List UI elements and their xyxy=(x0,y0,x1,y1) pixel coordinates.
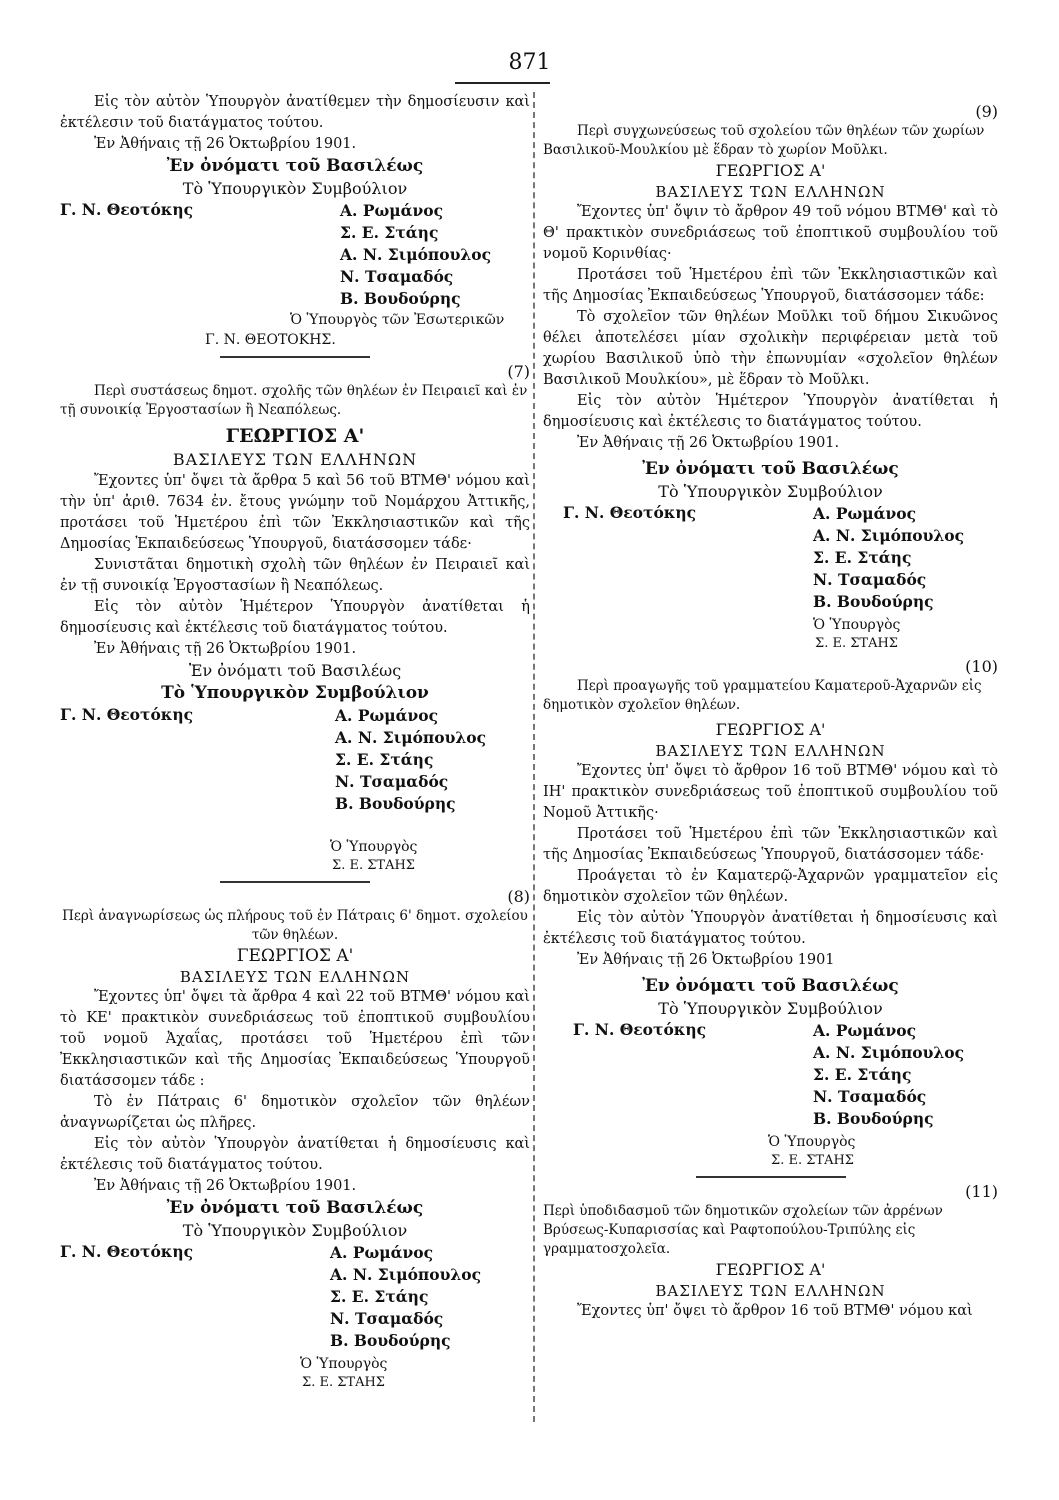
prime-minister: Γ. Ν. Θεοτόκης xyxy=(60,705,194,724)
decree-8 xyxy=(60,887,530,1392)
decree-paragraph: Εἰς τὸν αὐτὸν Ἡμέτερον Ὑπουργὸν ἀνατίθεται ἡ δημοσίευσις καὶ ἐκτέλεσις το διατάγματος τούτου. xyxy=(543,393,998,430)
minister: Σ. Ε. Στάης xyxy=(813,1065,912,1084)
minister: Ν. Τσαμαδός xyxy=(340,267,454,286)
decree-subject: Περὶ ὑποδιδασμοῦ τῶν δημοτικῶν σχολείων τῶν ἀρρένων Βρύσεως-Κυπαρισσίας καὶ Ραφτοπούλου-Τριπύλης εἰς γραμματοσχολεῖα. xyxy=(543,1203,943,1257)
minister-name: Σ. Ε. ΣΤΑΗΣ xyxy=(302,1375,385,1390)
decree-number: (11) xyxy=(965,1182,998,1201)
signatures xyxy=(60,705,530,837)
minister: Α. Ν. Σιμόπουλος xyxy=(813,1043,965,1062)
decree-date: Ἐν Ἀθήναις τῇ 26 Ὀκτωβρίου 1901 xyxy=(577,952,835,968)
decree-6-ending xyxy=(60,92,530,350)
minister: Σ. Ε. Στάης xyxy=(330,1287,429,1306)
name-of-king: Ἐν ὀνόματι τοῦ Βασιλέως xyxy=(166,1198,424,1218)
name-of-king: Ἐν ὀνόματι τοῦ Βασιλέως xyxy=(642,976,899,996)
minister: Α. Ρωμάνος xyxy=(340,201,444,220)
prime-minister: Γ. Ν. Θεοτόκης xyxy=(573,1020,707,1039)
prime-minister: Γ. Ν. Θεοτόκης xyxy=(563,503,697,522)
minister-list xyxy=(330,1242,481,1352)
minister-title: Ὁ Ὑπουργὸς xyxy=(330,839,418,855)
king-name: ΓΕΩΡΓΙΟΣ Α' xyxy=(225,425,365,447)
king-title: ΒΑΣΙΛΕΥΣ ΤΩΝ ΕΛΛΗΝΩΝ xyxy=(179,968,411,986)
signatures xyxy=(60,1242,530,1354)
prime-minister: Γ. Ν. Θεοτόκης xyxy=(60,1242,194,1261)
decree-subject: Περὶ συγχωνεύσεως τοῦ σχολείου τῶν θηλέων τῶν χωρίων Βασιλικοῦ-Μουλκίου μὲ ἕδραν τὸ χωρίον Μοῦλκι. xyxy=(543,123,985,158)
decree-subject: Περὶ ἀναγνωρίσεως ὡς πλήρους τοῦ ἐν Πάτραις 6' δημοτ. σχολείου τῶν θηλέων. xyxy=(62,908,528,943)
minister: Α. Ρωμάνος xyxy=(335,706,439,725)
page-number: 871 xyxy=(508,50,551,75)
column-divider xyxy=(533,92,535,1422)
decree-paragraph: Τὸ ἐν Πάτραις 6' δημοτικὸν σχολεῖον τῶν θηλέων ἀναγνωρίζεται ὡς πλῆρες. xyxy=(60,1094,530,1131)
king-title: ΒΑΣΙΛΕΥΣ ΤΩΝ ΕΛΛΗΝΩΝ xyxy=(655,1282,886,1300)
minister: Σ. Ε. Στάης xyxy=(335,750,434,769)
page-number-rule xyxy=(455,82,550,84)
decree-subject: Περὶ συστάσεως δημοτ. σχολῆς τῶν θηλέων ἐν Πειραιεῖ καὶ ἐν τῇ συνοικίᾳ Ἐργοστασίων ἢ Νεαπόλεως. xyxy=(60,383,528,418)
king-name: ΓΕΩΡΓΙΟΣ Α' xyxy=(715,720,826,739)
minister: Β. Βουδούρης xyxy=(813,1109,934,1128)
decree-number: (9) xyxy=(975,102,998,121)
decree-paragraph: Τὸ σχολεῖον τῶν θηλέων Μοῦλκι τοῦ δήμου Σικυῶνος θέλει ἀποτελέσει μίαν σχολικὴν περιφέρειαν μετὰ τοῦ χωρίου Βασιλικοῦ ὑπὸ τὴν ἐπωνυμίαν «σχολεῖον θηλέων Βασιλικοῦ Μουλκίου», μὲ ἕδραν τὸ Μοῦλκι. xyxy=(543,309,998,388)
minister: Ν. Τσαμαδός xyxy=(330,1309,444,1328)
minister: Α. Ν. Σιμόπουλος xyxy=(335,728,487,747)
name-of-king: Ἐν ὀνόματι τοῦ Βασιλέως xyxy=(166,156,424,176)
minister-name: Σ. Ε. ΣΤΑΗΣ xyxy=(771,1153,854,1168)
decree-number: (7) xyxy=(507,362,530,381)
decree-paragraph: Εἰς τὸν αὐτὸν Ὑπουργὸν ἀνατίθεμεν τὴν δημοσίευσιν καὶ ἐκτέλεσιν τοῦ διατάγματος τούτου. xyxy=(60,94,530,131)
prime-minister: Γ. Ν. Θεοτόκης xyxy=(60,200,194,219)
minister: Σ. Ε. Στάης xyxy=(813,548,912,567)
minister: Α. Ρωμάνος xyxy=(813,1021,917,1040)
decree-paragraph: Προάγεται τὸ ἐν Καματερῷ-Ἀχαρνῶν γραμματεῖον εἰς δημοτικὸν σχολεῖον τῶν θηλέων. xyxy=(543,868,998,905)
king-title: ΒΑΣΙΛΕΥΣ ΤΩΝ ΕΛΛΗΝΩΝ xyxy=(655,183,886,201)
right-column xyxy=(543,92,998,1322)
council: Τὸ Ὑπουργικὸν Συμβούλιον xyxy=(161,683,429,703)
minister: Α. Ρωμάνος xyxy=(813,504,917,523)
left-column xyxy=(60,92,530,1392)
decree-date: Ἐν Ἀθήναις τῇ 26 Ὀκτωβρίου 1901. xyxy=(94,1178,357,1194)
section-rule xyxy=(696,1176,846,1178)
minister: Ν. Τσαμαδός xyxy=(813,1087,927,1106)
decree-number: (10) xyxy=(965,657,998,676)
minister: Α. Ρωμάνος xyxy=(330,1243,434,1262)
decree-paragraph: Ἔχοντες ὑπ' ὄψιν τὸ ἄρθρον 49 τοῦ νόμου ΒΤΜΘ' καὶ τὸ Θ' πρακτικὸν συνεδριάσεως τοῦ ἐποπτικοῦ συμβουλίου τοῦ νομοῦ Κορινθίας· xyxy=(543,204,998,262)
decree-10 xyxy=(543,657,998,1170)
decree-subject: Περὶ προαγωγῆς τοῦ γραμματείου Καματεροῦ-Ἀχαρνῶν εἰς δημοτικὸν σχολεῖον θηλέων. xyxy=(543,678,982,713)
minister-name: Γ. Ν. ΘΕΟΤΟΚΗΣ. xyxy=(205,332,336,348)
king-name: ΓΕΩΡΓΙΟΣ Α' xyxy=(236,946,354,966)
signatures xyxy=(543,503,998,615)
council: Τὸ Ὑπουργικὸν Συμβούλιον xyxy=(182,179,408,198)
name-of-king: Ἐν ὀνόματι τοῦ Βασιλέως xyxy=(642,459,899,479)
minister-title: Ὁ Ὑπουργὸς τῶν Ἐσωτερικῶν xyxy=(290,312,505,328)
decree-paragraph: Προτάσει τοῦ Ἡμετέρου ἐπὶ τῶν Ἐκκλησιαστικῶν καὶ τῆς Δημοσίας Ἐκπαιδεύσεως Ὑπουργοῦ, διατάσσομεν τάδε: xyxy=(543,267,998,304)
minister: Α. Ν. Σιμόπουλος xyxy=(330,1265,482,1284)
decree-paragraph: Εἰς τὸν αὐτὸν Ὑπουργὸν ἀνατίθεται ἡ δημοσίευσις καὶ ἐκτέλεσις τοῦ διατάγματος τούτου. xyxy=(543,910,998,947)
decree-paragraph: Ἔχοντες ὑπ' ὄψει τὸ ἄρθρον 16 τοῦ ΒΤΜΘ' νόμου καὶ τὸ ΙΗ' πρακτικὸν συνεδριάσεως τοῦ ἐποπτικοῦ συμβουλίου τοῦ Νομοῦ Ἀττικῆς· xyxy=(543,763,998,821)
signatures xyxy=(60,200,530,310)
section-rule xyxy=(220,881,370,883)
decree-paragraph: Εἰς τὸν αὐτὸν Ὑπουργὸν ἀνατίθεται ἡ δημοσίευσις καὶ ἐκτέλεσις τοῦ διατάγματος τούτου. xyxy=(60,1136,530,1173)
minister-list xyxy=(813,1020,964,1130)
section-rule xyxy=(220,356,370,358)
council: Τὸ Ὑπουργικὸν Συμβούλιον xyxy=(658,999,883,1018)
decree-paragraph: Ἔχοντες ὑπ' ὄψει τὰ ἄρθρα 4 καὶ 22 τοῦ ΒΤΜΘ' νόμου καὶ τὸ ΚΕ' πρακτικὸν συνεδριάσεως τοῦ ἐποπτικοῦ συμβουλίου τοῦ νομοῦ Ἀχαΐας, προτάσει τοῦ Ἡμετέρου ἐπὶ τῶν Ἐκκλησιαστικῶν καὶ τῆς Δημοσίας Ἐκπαιδεύσεως Ὑπουργοῦ διατάσσομεν τάδε : xyxy=(60,989,530,1089)
council: Τὸ Ὑπουργικὸν Συμβούλιον xyxy=(658,482,883,501)
decree-paragraph: Εἰς τὸν αὐτὸν Ἡμέτερον Ὑπουργὸν ἀνατίθεται ἡ δημοσίευσις καὶ ἐκτέλεσις τοῦ διατάγματος τούτου. xyxy=(60,599,530,636)
minister-list xyxy=(340,200,491,310)
minister: Β. Βουδούρης xyxy=(340,289,461,308)
council: Τὸ Ὑπουργικὸν Συμβούλιον xyxy=(182,1221,408,1240)
decree-paragraph: Ἔχοντες ὑπ' ὄψει τὰ ἄρθρα 5 καὶ 56 τοῦ ΒΤΜΘ' νόμου καὶ τὴν ὑπ' ἀριθ. 7634 ἐν. ἔτους γνώμην τοῦ Νομάρχου Ἀττικῆς, προτάσει τοῦ Ἡμετέρου ἐπὶ τῶν Ἐκκλησιαστικῶν καὶ τῆς Δημοσίας Ἐκπαιδεύσεως Ὑπουργοῦ, διατάσσομεν τάδε· xyxy=(60,473,530,552)
minister: Β. Βουδούρης xyxy=(813,592,934,611)
decree-11 xyxy=(543,1182,998,1322)
minister-name: Σ. Ε. ΣΤΑΗΣ xyxy=(815,636,898,651)
minister: Ν. Τσαμαδός xyxy=(813,570,927,589)
minister-list xyxy=(813,503,964,613)
minister-title: Ὁ Ὑπουργὸς xyxy=(813,617,901,633)
decree-date: Ἐν Ἀθήναις τῇ 26 Ὀκτωβρίου 1901. xyxy=(94,136,357,152)
decree-9 xyxy=(543,102,998,653)
minister: Α. Ν. Σιμόπουλος xyxy=(813,526,965,545)
king-name: ΓΕΩΡΓΙΟΣ Α' xyxy=(715,161,826,180)
king-title: ΒΑΣΙΛΕΥΣ ΤΩΝ ΕΛΛΗΝΩΝ xyxy=(655,742,886,760)
name-of-king: Ἐν ὀνόματι τοῦ Βασιλέως xyxy=(188,661,402,680)
decree-number: (8) xyxy=(507,887,530,906)
signatures xyxy=(543,1020,998,1132)
king-title: ΒΑΣΙΛΕΥΣ ΤΩΝ ΕΛΛΗΝΩΝ xyxy=(172,450,418,469)
decree-date: Ἐν Ἀθήναις τῇ 26 Ὀκτωβρίου 1901. xyxy=(94,641,357,657)
minister: Α. Ν. Σιμόπουλος xyxy=(340,245,492,264)
minister-title: Ὁ Ὑπουργὸς xyxy=(300,1356,388,1372)
minister: Σ. Ε. Στάης xyxy=(340,223,439,242)
minister-name: Σ. Ε. ΣΤΑΗΣ xyxy=(332,858,415,873)
minister-title: Ὁ Ὑπουργὸς xyxy=(768,1134,856,1150)
king-name: ΓΕΩΡΓΙΟΣ Α' xyxy=(715,1260,826,1279)
minister: Β. Βουδούρης xyxy=(330,1331,451,1350)
decree-date: Ἐν Ἀθήναις τῇ 26 Ὀκτωβρίου 1901. xyxy=(577,435,840,451)
minister: Β. Βουδούρης xyxy=(335,794,456,813)
decree-7 xyxy=(60,362,530,875)
decree-paragraph: Ἔχοντες ὑπ' ὄψει τὸ ἄρθρον 16 τοῦ ΒΤΜΘ' νόμου καὶ xyxy=(577,1303,973,1319)
minister: Ν. Τσαμαδός xyxy=(335,772,449,791)
decree-paragraph: Συνιστᾶται δημοτικὴ σχολὴ τῶν θηλέων ἐν Πειραιεῖ καὶ ἐν τῇ συνοικίᾳ Ἐργοστασίων ἢ Νεαπόλεως. xyxy=(60,557,530,594)
decree-paragraph: Προτάσει τοῦ Ἡμετέρου ἐπὶ τῶν Ἐκκλησιαστικῶν καὶ τῆς Δημοσίας Ἐκπαιδεύσεως Ὑπουργοῦ, διατάσσομεν τάδε· xyxy=(543,826,998,863)
minister-list xyxy=(335,705,486,815)
